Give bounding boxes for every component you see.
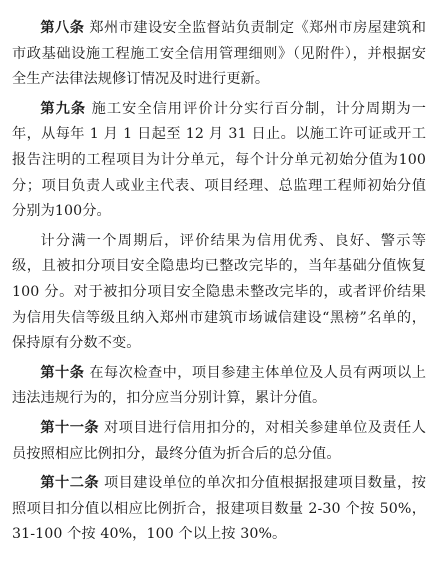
article-9-text: 施工安全信用评价计分实行百分制，计分周期为一年，从每年 1 月 1 日起至 12 月 31 日止。以施工许可证或开工报告注明的工程项目为计分单元，每个计分单元初始分值为100分；项目负责人或业主代表、项目经理、总监理工程师初始分值分别为100分。 [12,100,426,220]
article-10-paragraph [12,361,426,412]
article-10-number: 第十条 [40,364,85,381]
article-12-number: 第十二条 [40,475,100,492]
article-9-continuation-paragraph [12,229,426,357]
article-11-text: 对项目进行信用扣分的，对相关参建单位及责任人员按照相应比例扣分，最终分值为折合后的总分值。 [12,419,427,462]
article-9-continuation-text: 计分满一个周期后，评价结果为信用优秀、良好、警示等级，且被扣分项目安全隐患均已整改完毕的，当年基础分值恢复 100 分。对于被扣分项目安全隐患未整改完毕的，或者评价结果为信用失信等级且纳入郑州市建筑市场诚信建设“黑榜”名单的，保持原有分数不变。 [12,232,426,352]
article-8-text: 郑州市建设安全监督站负责制定《郑州市房屋建筑和市政基础设施工程施工安全信用管理细则》（见附件），并根据安全生产法律法规修订情况及时进行更新。 [12,20,426,88]
article-8-number: 第八条 [40,20,85,36]
article-9-paragraph [12,97,426,225]
article-12-paragraph [12,471,426,548]
article-10-text: 在每次检查中，项目参建主体单位及人员有两项以上违法违规行为的，扣分应当分别计算，累计分值。 [12,364,426,407]
article-8-paragraph [12,16,426,93]
article-12-text: 项目建设单位的单次扣分值根据报建项目数量，按照项目扣分值以相应比例折合，报建项目数量 2-30 个按 50%，31-100 个按 40%，100 个以上按 30%。 [12,475,427,543]
article-9-number: 第九条 [40,100,87,117]
article-11-paragraph [12,416,426,467]
article-11-number: 第十一条 [40,419,100,436]
